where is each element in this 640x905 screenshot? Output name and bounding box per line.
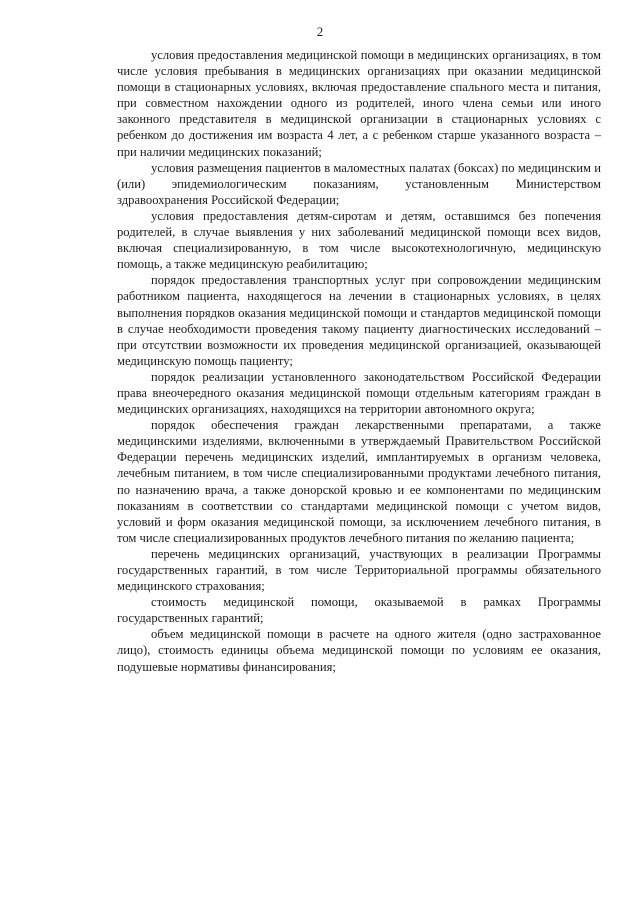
document-body	[117, 47, 601, 675]
paragraph-drug-provision: порядок обеспечения граждан лекарственными препаратами, а также медицинскими изделиями, включенными в утверждаемый Правительством Российской Федерации перечень медицинских изделий, имплантируемых в организм человека, лечебным питанием, в том числе специализированными продуктами лечебного питания, по назначению врача, а также донорской кровью и ее компонентами по медицинским показаниям в соответствии со стандартами медицинской помощи с учетом видов, условий и форм оказания медицинской помощи, за исключением лечебного питания, в том числе специализированных продуктов лечебного питания по желанию пациента;	[117, 418, 601, 545]
page-number: 2	[316, 24, 324, 39]
paragraph-transport-services: порядок предоставления транспортных услуг при сопровождении медицинским работником пациента, находящегося на лечении в стационарных условиях, в целях выполнения порядков оказания медицинской помощи и стандартов медицинской помощи в случае необходимости проведения такому пациенту диагностических исследований – при отсутствии возможности их проведения медицинской организацией, оказывающей медицинскую помощь пациенту;	[117, 273, 601, 368]
paragraph-priority-care: порядок реализации установленного законодательством Российской Федерации права внеочередного оказания медицинской помощи отдельным категориям граждан в медицинских организациях, находящихся на территории автономного округа;	[117, 369, 601, 417]
paragraph-care-cost: стоимость медицинской помощи, оказываемой в рамках Программы государственных гарантий;	[117, 595, 601, 626]
paragraph-care-volume: объем медицинской помощи в расчете на одного жителя (одно застрахованное лицо), стоимость единицы объема медицинской помощи по условиям ее оказания, подушевые нормативы финансирования;	[117, 627, 601, 674]
paragraph-organization-list: перечень медицинских организаций, участвующих в реализации Программы государственных гарантий, в том числе Территориальной программы обязательного медицинского страхования;	[117, 546, 601, 594]
paragraph-inpatient-conditions: условия предоставления медицинской помощи в медицинских организациях, в том числе условия пребывания в медицинских организациях при оказании медицинской помощи в стационарных условиях, включая предоставление спального места и питания, при совместном нахождении одного из родителей, иного члена семьи или иного законного представителя в медицинской организации в стационарных условиях с ребенком до достижения им возраста 4 лет, а с ребенком старше указанного возраста – при наличии медицинских показаний;	[117, 48, 601, 159]
paragraph-orphans-care: условия предоставления детям-сиротам и детям, оставшимся без попечения родителей, в случае выявления у них заболеваний медицинской помощи всех видов, включая специализированную, в том числе высокотехнологичную, медицинскую помощь, а также медицинскую реабилитацию;	[117, 208, 601, 272]
paragraph-small-wards: условия размещения пациентов в маломестных палатах (боксах) по медицинским и (или) эпидемиологическим показаниям, установленным Министерством здравоохранения Российской Федерации;	[117, 160, 601, 207]
